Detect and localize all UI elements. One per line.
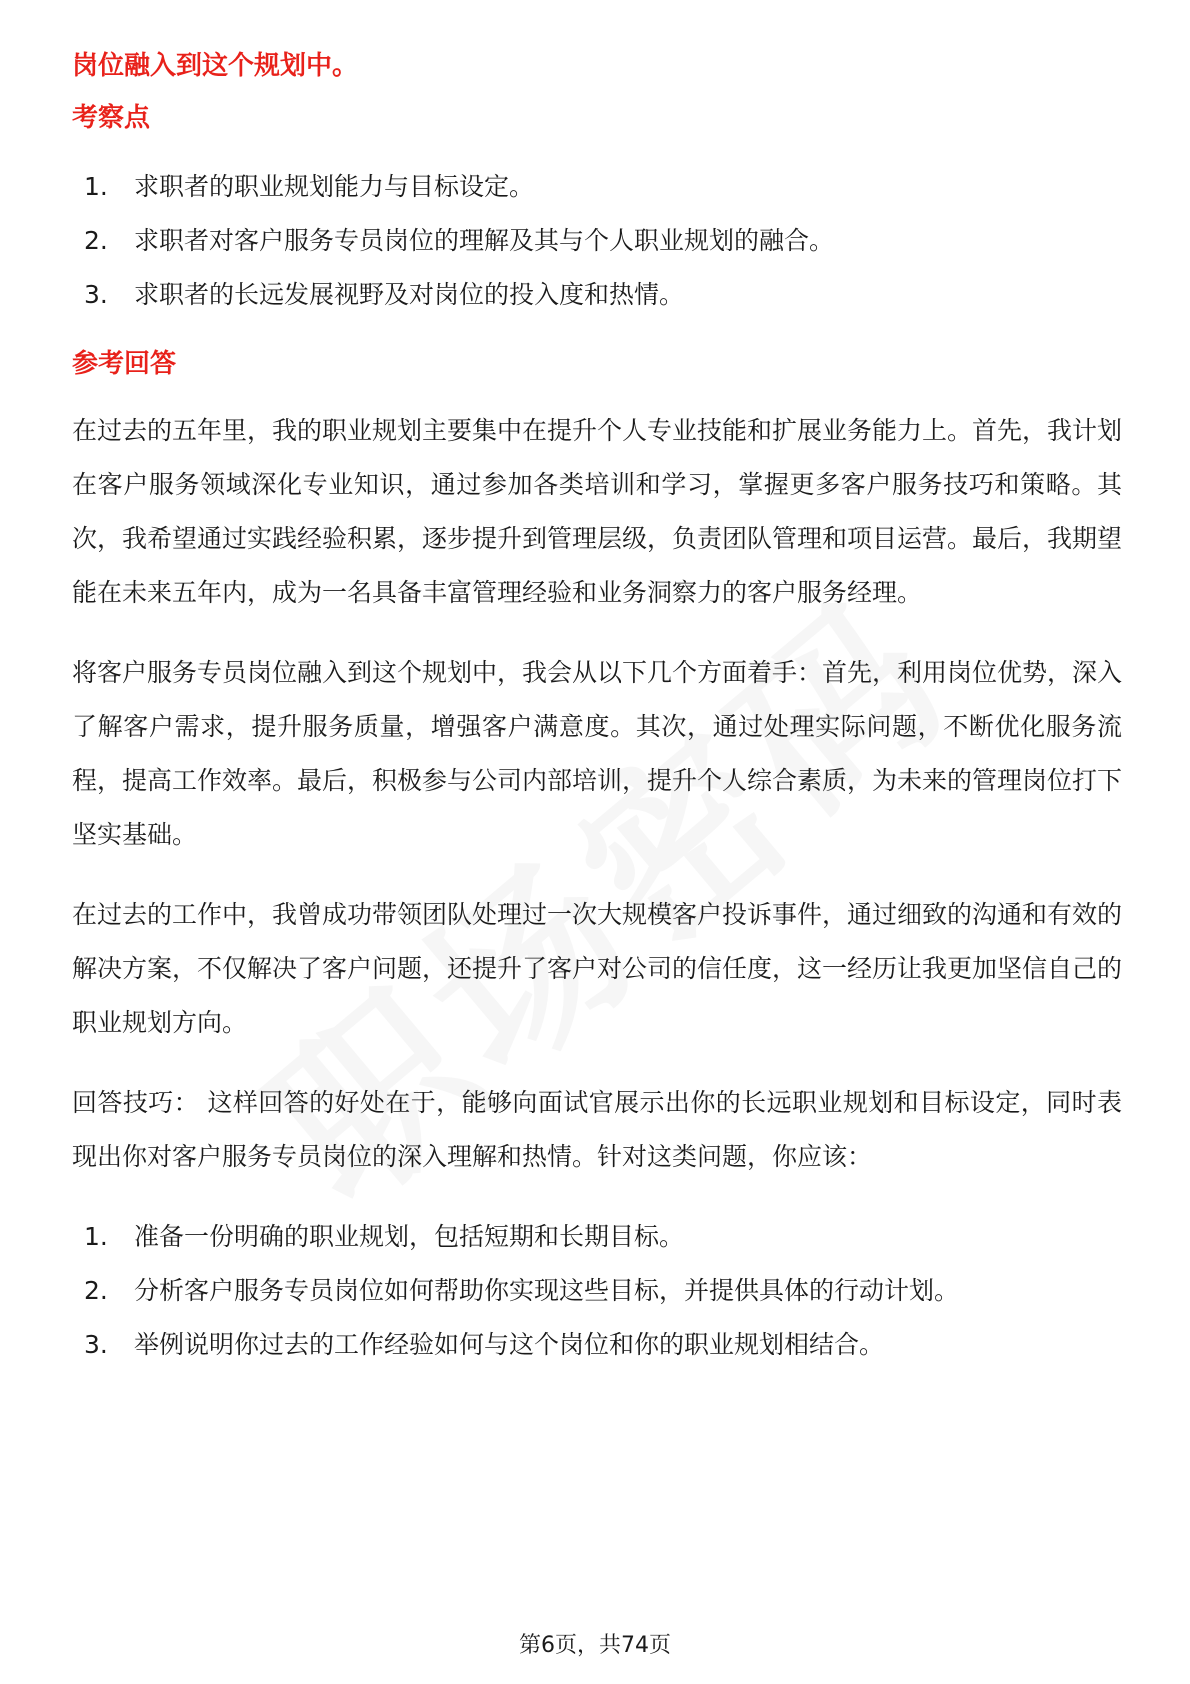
list-text: 分析客户服务专员岗位如何帮助你实现这些目标，并提供具体的行动计划。 bbox=[134, 1276, 960, 1305]
page-number-footer: 第6页，共74页 bbox=[519, 1633, 671, 1658]
list-item bbox=[72, 268, 1122, 322]
answer-paragraph: 在过去的工作中，我曾成功带领团队处理过一次大规模客户投诉事件，通过细致的沟通和有效的解决方案，不仅解决了客户问题，还提升了客户对公司的信任度，这一经历让我更加坚信自己的职业规划方向。 bbox=[72, 900, 1123, 1037]
answer-paragraph: 将客户服务专员岗位融入到这个规划中，我会从以下几个方面着手：首先，利用岗位优势，深入了解客户需求，提升服务质量，增强客户满意度。其次，通过处理实际问题，不断优化服务流程，提高工作效率。最后，积极参与公司内部培训，提升个人综合素质，为未来的管理岗位打下坚实基础。 bbox=[72, 658, 1123, 849]
list-number: 2. bbox=[84, 226, 108, 255]
section-heading-reference-answer: 参考回答 bbox=[72, 349, 177, 379]
list-number: 1. bbox=[84, 1222, 108, 1251]
list-text: 准备一份明确的职业规划，包括短期和长期目标。 bbox=[134, 1222, 685, 1251]
list-text: 举例说明你过去的工作经验如何与这个岗位和你的职业规划相结合。 bbox=[134, 1330, 885, 1359]
list-item bbox=[72, 1318, 1122, 1372]
list-item bbox=[72, 1264, 1122, 1318]
list-number: 1. bbox=[84, 172, 108, 201]
list-item bbox=[72, 160, 1122, 214]
evaluation-list bbox=[72, 160, 1122, 322]
page-content bbox=[72, 44, 1122, 1372]
answer-paragraph: 在过去的五年里，我的职业规划主要集中在提升个人专业技能和扩展业务能力上。首先，我计划在客户服务领域深化专业知识，通过参加各类培训和学习，掌握更多客户服务技巧和策略。其次，我希望通过实践经验积累，逐步提升到管理层级，负责团队管理和项目运营。最后，我期望能在未来五年内，成为一名具备丰富管理经验和业务洞察力的客户服务经理。 bbox=[72, 416, 1123, 607]
list-number: 3. bbox=[84, 1330, 108, 1359]
list-text: 求职者的职业规划能力与目标设定。 bbox=[134, 172, 535, 201]
tips-list bbox=[72, 1210, 1122, 1372]
answer-tips-paragraph: 回答技巧： 这样回答的好处在于，能够向面试官展示出你的长远职业规划和目标设定，同时表现出你对客户服务专员岗位的深入理解和热情。针对这类问题，你应该： bbox=[72, 1088, 1122, 1171]
lead-text: 岗位融入到这个规划中。 bbox=[72, 51, 359, 81]
list-number: 3. bbox=[84, 280, 108, 309]
section-heading-evaluation: 考察点 bbox=[72, 103, 151, 133]
list-item bbox=[72, 214, 1122, 268]
list-text: 求职者对客户服务专员岗位的理解及其与个人职业规划的融合。 bbox=[134, 226, 835, 255]
list-text: 求职者的长远发展视野及对岗位的投入度和热情。 bbox=[134, 280, 685, 309]
list-number: 2. bbox=[84, 1276, 108, 1305]
list-item bbox=[72, 1210, 1122, 1264]
